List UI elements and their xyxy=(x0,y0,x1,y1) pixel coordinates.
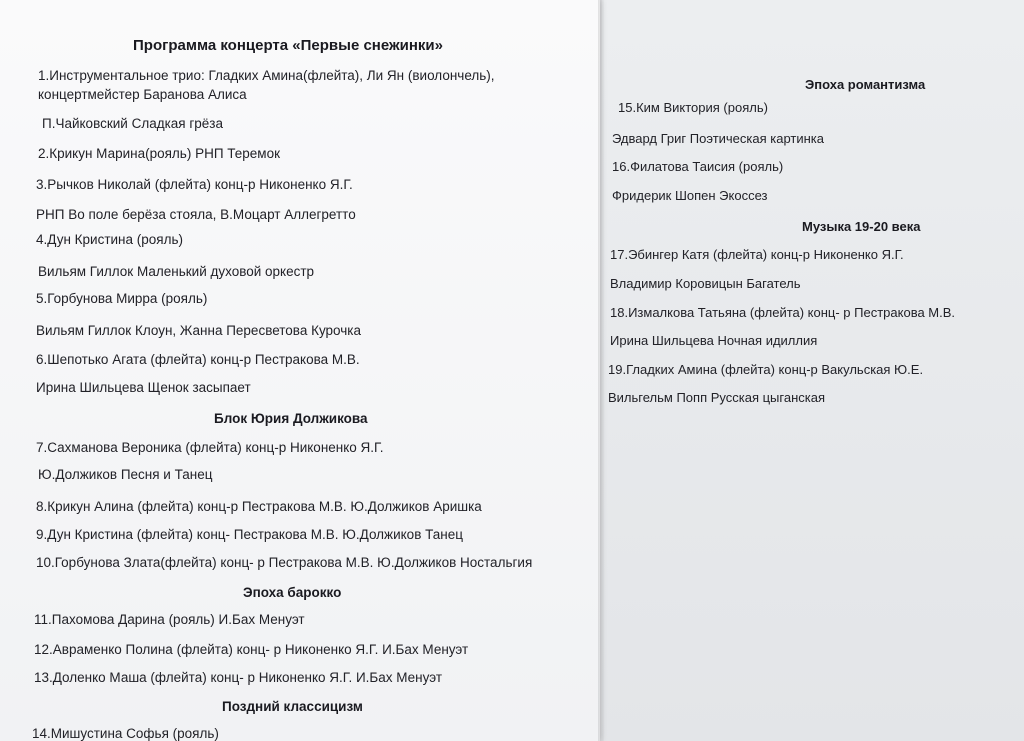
program-line: 8.Крикун Алина (флейта) конц-р Пестракова М.В. Ю.Должиков Аришка xyxy=(36,499,482,514)
program-line: Ю.Должиков Песня и Танец xyxy=(38,467,213,482)
program-line: 3.Рычков Николай (флейта) конц-р Никоненко Я.Г. xyxy=(36,177,353,192)
page-gutter xyxy=(598,0,604,741)
program-line: 17.Эбингер Катя (флейта) конц-р Никоненко Я.Г. xyxy=(610,247,904,262)
program-line: 14.Мишустина Софья (рояль) xyxy=(32,726,219,741)
program-line: 10.Горбунова Злата(флейта) конц- р Пестракова М.В. Ю.Должиков Ностальгия xyxy=(36,555,533,570)
section-heading: Эпоха барокко xyxy=(243,585,342,600)
program-line: Вильгельм Попп Русская цыганская xyxy=(608,390,825,405)
right-page xyxy=(602,0,1024,741)
program-line: Ирина Шильцева Щенок засыпает xyxy=(36,380,251,395)
program-line: Вильям Гиллок Маленький духовой оркестр xyxy=(38,264,315,279)
section-heading: Блок Юрия Должикова xyxy=(214,411,368,426)
program-line: 15.Ким Виктория (рояль) xyxy=(618,100,768,115)
program-title: Программа концерта «Первые снежинки» xyxy=(133,37,443,54)
program-line: Ирина Шильцева Ночная идиллия xyxy=(610,333,818,348)
program-line: 2.Крикун Марина(рояль) РНП Теремок xyxy=(38,146,280,161)
section-heading: Эпоха романтизма xyxy=(805,77,926,92)
program-line: 16.Филатова Таисия (рояль) xyxy=(612,159,784,174)
program-line: 6.Шепотько Агата (флейта) конц-р Пестракова М.В. xyxy=(36,352,360,367)
program-line: Фридерик Шопен Экоссез xyxy=(612,188,768,203)
program-line: Вильям Гиллок Клоун, Жанна Пересветова Курочка xyxy=(36,323,362,338)
program-line: 5.Горбунова Мирра (рояль) xyxy=(36,291,208,306)
program-line: 1.Инструментальное трио: Гладких Амина(флейта), Ли Ян (виолончель), xyxy=(38,68,495,83)
program-line: 12.Авраменко Полина (флейта) конц- р Никоненко Я.Г. И.Бах Менуэт xyxy=(34,642,469,657)
program-line: 7.Сахманова Вероника (флейта) конц-р Никоненко Я.Г. xyxy=(36,440,384,455)
program-line: концертмейстер Баранова Алиса xyxy=(38,87,247,102)
section-heading: Музыка 19-20 века xyxy=(802,219,921,234)
program-line: 13.Доленко Маша (флейта) конц- р Никоненко Я.Г. И.Бах Менуэт xyxy=(34,670,443,685)
program-line: 11.Пахомова Дарина (рояль) И.Бах Менуэт xyxy=(34,612,305,627)
program-line: Владимир Коровицын Багатель xyxy=(610,276,801,291)
program-line: 4.Дун Кристина (рояль) xyxy=(36,232,183,247)
section-heading: Поздний классицизм xyxy=(222,699,363,714)
program-line: РНП Во поле берёза стояла, В.Моцарт Аллегретто xyxy=(36,207,356,222)
program-line: 18.Измалкова Татьяна (флейта) конц- р Пестракова М.В. xyxy=(610,305,956,320)
program-line: Эдвард Григ Поэтическая картинка xyxy=(612,131,825,146)
program-line: П.Чайковский Сладкая грёза xyxy=(42,116,223,131)
program-line: 19.Гладких Амина (флейта) конц-р Вакульская Ю.Е. xyxy=(608,362,924,377)
program-line: 9.Дун Кристина (флейта) конц- Пестракова М.В. Ю.Должиков Танец xyxy=(36,527,463,542)
